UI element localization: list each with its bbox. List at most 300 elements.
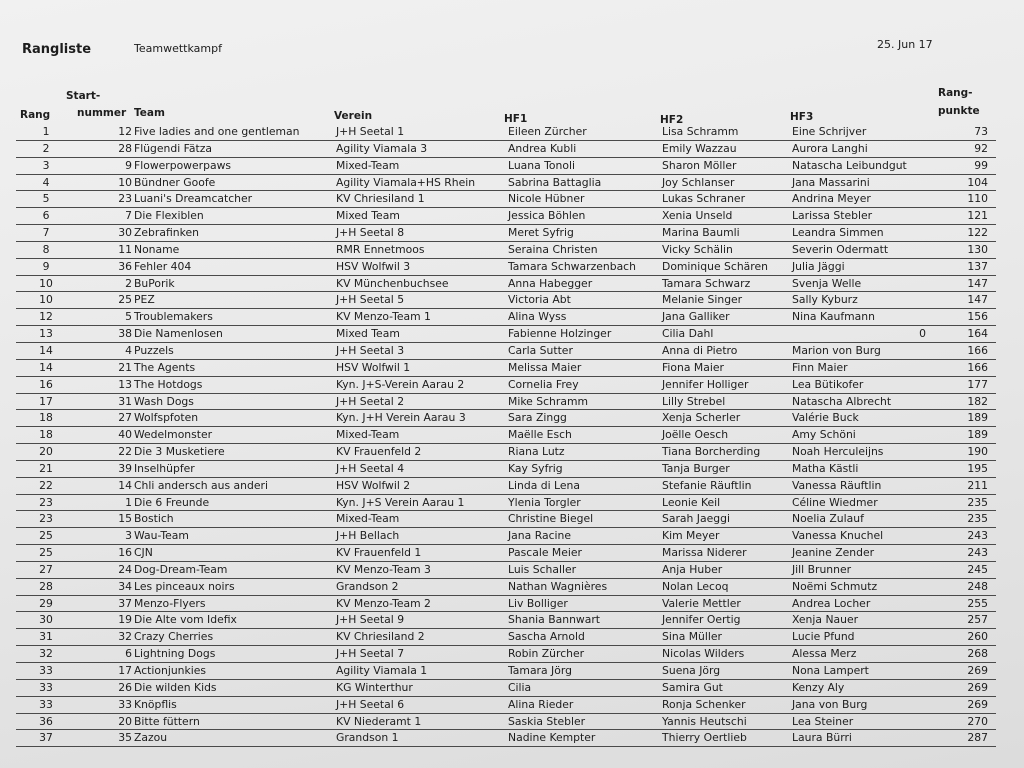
cell-verein: KV Frauenfeld 1 bbox=[336, 546, 422, 560]
cell-verein: Mixed Team bbox=[336, 327, 400, 341]
cell-hf3: Valérie Buck bbox=[792, 411, 859, 425]
cell-hf1: Jana Racine bbox=[508, 529, 571, 543]
cell-rang: 20 bbox=[39, 445, 53, 459]
cell-team: The Hotdogs bbox=[134, 377, 203, 391]
cell-hf1: Eileen Zürcher bbox=[508, 125, 587, 138]
cell-team: Luani's Dreamcatcher bbox=[134, 192, 253, 206]
cell-startnummer: 15 bbox=[118, 512, 132, 526]
cell-verein: Mixed Team bbox=[336, 209, 400, 223]
cell-rangpunkte: 189 bbox=[967, 428, 988, 442]
cell-hf2: Nicolas Wilders bbox=[662, 647, 745, 661]
cell-rang: 8 bbox=[42, 242, 50, 256]
cell-hf1: Alina Wyss bbox=[508, 310, 567, 324]
cell-hf3: Noelia Zulauf bbox=[792, 512, 864, 526]
cell-verein: Agility Viamala 3 bbox=[336, 141, 428, 155]
table-row bbox=[16, 225, 996, 242]
table-row bbox=[16, 360, 996, 377]
cell-hf2: Valerie Mettler bbox=[662, 596, 741, 610]
table-row bbox=[16, 495, 996, 512]
cell-hf1: Sascha Arnold bbox=[508, 630, 585, 644]
cell-team: BuPorik bbox=[134, 276, 175, 290]
cell-verein: J+H Seetal 9 bbox=[336, 613, 405, 627]
cell-rang: 1 bbox=[42, 125, 50, 138]
table-row bbox=[16, 461, 996, 478]
cell-hf1: Pascale Meier bbox=[508, 546, 582, 560]
cell-rang: 4 bbox=[42, 175, 50, 189]
col-header-start-line2: nummer bbox=[77, 107, 127, 119]
cell-hf1: Mike Schramm bbox=[508, 394, 588, 408]
cell-startnummer: 7 bbox=[125, 209, 132, 223]
cell-verein: KV Chriesiland 2 bbox=[336, 630, 425, 644]
cell-hf1: Saskia Stebler bbox=[508, 714, 586, 728]
cell-team: Wedelmonster bbox=[134, 428, 213, 442]
cell-rangpunkte: 268 bbox=[967, 647, 988, 661]
cell-team: Bitte füttern bbox=[134, 714, 200, 728]
table-row bbox=[16, 394, 996, 411]
cell-rangpunkte: 147 bbox=[967, 293, 988, 307]
cell-rang: 23 bbox=[39, 495, 53, 509]
cell-hf2: Marina Baumli bbox=[662, 226, 740, 240]
cell-rangpunkte: 177 bbox=[967, 377, 988, 391]
cell-startnummer: 32 bbox=[118, 630, 132, 644]
table-row bbox=[16, 646, 996, 663]
cell-rangpunkte: 243 bbox=[967, 529, 988, 543]
cell-startnummer: 10 bbox=[118, 175, 132, 189]
cell-hf2: Samira Gut bbox=[662, 680, 723, 694]
col-header-hf1: HF1 bbox=[504, 113, 528, 125]
table-row bbox=[16, 377, 996, 394]
cell-rangpunkte: 122 bbox=[967, 226, 988, 240]
cell-rangpunkte: 245 bbox=[967, 562, 988, 576]
cell-hf3: Alessa Merz bbox=[792, 647, 857, 661]
cell-hf3: Jill Brunner bbox=[792, 562, 852, 576]
cell-verein: Kyn. J+S-Verein Aarau 2 bbox=[336, 377, 465, 391]
cell-hf1: Alina Rieder bbox=[508, 697, 574, 711]
cell-hf3: Lucie Pfund bbox=[792, 630, 855, 644]
cell-team: Puzzels bbox=[134, 343, 174, 357]
cell-rangpunkte: 260 bbox=[967, 630, 988, 644]
table-row bbox=[16, 663, 996, 680]
cell-rang: 30 bbox=[39, 613, 53, 627]
cell-verein: J+H Seetal 5 bbox=[336, 293, 405, 307]
cell-hf3: Laura Bürri bbox=[792, 731, 852, 745]
cell-rangpunkte: 110 bbox=[967, 192, 988, 206]
col-header-verein: Verein bbox=[334, 110, 373, 122]
cell-hf3: Nona Lampert bbox=[792, 664, 869, 677]
cell-hf3: Nina Kaufmann bbox=[792, 310, 875, 324]
cell-team: Bostich bbox=[134, 512, 174, 526]
cell-hf1: Ylenia Torgler bbox=[508, 495, 581, 509]
ranking-table bbox=[16, 124, 996, 747]
cell-verein: KV Menzo-Team 1 bbox=[336, 310, 431, 324]
cell-verein: J+H Seetal 2 bbox=[336, 394, 405, 408]
cell-hf1: Jessica Böhlen bbox=[508, 209, 586, 223]
table-row bbox=[16, 276, 996, 293]
cell-rang: 7 bbox=[42, 226, 50, 240]
cell-hf3: Marion von Burg bbox=[792, 343, 881, 357]
cell-startnummer: 23 bbox=[118, 192, 132, 206]
cell-hf2: Jana Galliker bbox=[662, 310, 730, 324]
table-row bbox=[16, 242, 996, 259]
cell-hf2: Sina Müller bbox=[662, 630, 722, 644]
cell-hf2: Fiona Maier bbox=[662, 360, 724, 374]
cell-rangpunkte: 189 bbox=[967, 411, 988, 425]
cell-hf1: Sara Zingg bbox=[508, 411, 567, 425]
cell-hf1: Nathan Wagnières bbox=[508, 579, 608, 593]
table-row bbox=[16, 596, 996, 613]
cell-hf1: Victoria Abt bbox=[508, 293, 571, 307]
cell-hf3: Lea Steiner bbox=[792, 714, 854, 728]
cell-hf2: Jennifer Oertig bbox=[662, 613, 741, 627]
cell-hf1: Fabienne Holzinger bbox=[508, 327, 612, 341]
cell-team: The Agents bbox=[134, 360, 196, 374]
cell-hf2: Lilly Strebel bbox=[662, 394, 726, 408]
cell-rang: 23 bbox=[39, 512, 53, 526]
cell-rang: 22 bbox=[39, 478, 53, 492]
cell-startnummer: 34 bbox=[118, 579, 132, 593]
cell-hf1: Cilia bbox=[508, 680, 532, 694]
cell-hf1: Luana Tonoli bbox=[508, 158, 575, 172]
cell-hf2: Yannis Heutschi bbox=[662, 714, 747, 728]
cell-rangpunkte: 121 bbox=[967, 209, 988, 223]
cell-hf3: Leandra Simmen bbox=[792, 226, 884, 240]
table-row bbox=[16, 579, 996, 596]
cell-hf3: Andrea Locher bbox=[792, 596, 871, 610]
cell-verein: J+H Seetal 6 bbox=[336, 697, 405, 711]
cell-rangpunkte: 147 bbox=[967, 276, 988, 290]
cell-startnummer: 14 bbox=[118, 478, 132, 492]
cell-team: Die 6 Freunde bbox=[134, 495, 210, 509]
cell-startnummer: 6 bbox=[125, 647, 132, 661]
cell-hf2: Marissa Niderer bbox=[662, 546, 747, 560]
cell-hf3: Sally Kyburz bbox=[792, 293, 858, 307]
cell-team: Wolfspfoten bbox=[134, 411, 199, 425]
page-subtitle: Teamwettkampf bbox=[134, 42, 222, 55]
cell-startnummer: 33 bbox=[118, 697, 132, 711]
col-header-rangpunkte-line1: Rang- bbox=[938, 87, 973, 99]
cell-rangpunkte: 195 bbox=[967, 461, 988, 475]
cell-rangpunkte: 257 bbox=[967, 613, 988, 627]
cell-rang: 14 bbox=[39, 360, 53, 374]
table-row bbox=[16, 545, 996, 562]
cell-team: Flowerpowerpaws bbox=[134, 158, 232, 172]
cell-startnummer: 5 bbox=[125, 310, 132, 324]
cell-rang: 13 bbox=[39, 327, 53, 341]
cell-team: Inselhüpfer bbox=[134, 461, 195, 475]
cell-hf1: Riana Lutz bbox=[508, 445, 565, 459]
cell-hf3: Jana Massarini bbox=[792, 175, 870, 189]
cell-hf3: Eine Schrijver bbox=[792, 125, 867, 138]
cell-verein: KV Chriesiland 1 bbox=[336, 192, 425, 206]
cell-rangpunkte: 99 bbox=[974, 158, 988, 172]
table-row bbox=[16, 427, 996, 444]
cell-hf1: Cornelia Frey bbox=[508, 377, 579, 391]
cell-startnummer: 37 bbox=[118, 596, 132, 610]
cell-hf3: Matha Kästli bbox=[792, 461, 859, 475]
cell-hf1: Liv Bolliger bbox=[508, 596, 568, 610]
cell-team: Crazy Cherries bbox=[134, 630, 214, 644]
cell-team: Knöpflis bbox=[134, 697, 177, 711]
cell-team: Troublemakers bbox=[134, 310, 213, 324]
cell-hf2: Tamara Schwarz bbox=[662, 276, 751, 290]
cell-hf1: Nicole Hübner bbox=[508, 192, 585, 206]
cell-startnummer: 9 bbox=[125, 158, 132, 172]
cell-startnummer: 28 bbox=[118, 141, 132, 155]
cell-startnummer: 40 bbox=[118, 428, 132, 442]
cell-verein: Mixed-Team bbox=[336, 428, 400, 442]
col-header-hf2: HF2 bbox=[660, 114, 684, 126]
cell-hf3: Svenja Welle bbox=[792, 276, 862, 290]
cell-hf3: Noah Herculeijns bbox=[792, 445, 884, 459]
col-header-team: Team bbox=[134, 107, 165, 119]
cell-rang: 18 bbox=[39, 428, 53, 442]
table-row bbox=[16, 511, 996, 528]
cell-hf3: Céline Wiedmer bbox=[792, 495, 878, 509]
cell-hf3: Vanessa Räuftlin bbox=[792, 478, 882, 492]
cell-rangpunkte: 211 bbox=[967, 478, 988, 492]
cell-team: Die wilden Kids bbox=[134, 680, 217, 694]
cell-team: Five ladies and one gentleman bbox=[134, 125, 300, 138]
cell-startnummer: 30 bbox=[118, 226, 132, 240]
table-row bbox=[16, 326, 996, 343]
cell-hf2: Kim Meyer bbox=[662, 529, 720, 543]
cell-hf3: Kenzy Aly bbox=[792, 680, 845, 694]
cell-hf3: Finn Maier bbox=[792, 360, 848, 374]
cell-rang: 31 bbox=[39, 630, 53, 644]
cell-startnummer: 2 bbox=[125, 276, 132, 290]
cell-verein: Agility Viamala 1 bbox=[336, 664, 428, 677]
cell-rangpunkte: 255 bbox=[967, 596, 988, 610]
cell-team: Die Namenlosen bbox=[134, 327, 223, 341]
cell-verein: Kyn. J+S Verein Aarau 1 bbox=[336, 495, 465, 509]
cell-hf3: Jeanine Zender bbox=[792, 546, 875, 560]
cell-verein: KV Frauenfeld 2 bbox=[336, 445, 422, 459]
cell-rang: 25 bbox=[39, 529, 53, 543]
cell-hf2: Vicky Schälin bbox=[662, 242, 733, 256]
cell-hf3: Aurora Langhi bbox=[792, 141, 868, 155]
cell-verein: KV Münchenbuchsee bbox=[336, 276, 449, 290]
cell-hf1: Seraina Christen bbox=[508, 242, 598, 256]
table-row bbox=[16, 208, 996, 225]
cell-startnummer: 16 bbox=[118, 546, 132, 560]
table-row bbox=[16, 680, 996, 697]
cell-team: CJN bbox=[134, 546, 153, 560]
cell-rang: 14 bbox=[39, 343, 53, 357]
table-row bbox=[16, 141, 996, 158]
cell-startnummer: 24 bbox=[118, 562, 132, 576]
cell-hf1: Shania Bannwart bbox=[508, 613, 601, 627]
cell-hf1: Carla Sutter bbox=[508, 343, 573, 357]
table-row bbox=[16, 191, 996, 208]
cell-hf2: Tiana Borcherding bbox=[662, 445, 761, 459]
cell-hf1: Kay Syfrig bbox=[508, 461, 563, 475]
col-header-rangpunkte-line2: punkte bbox=[938, 105, 980, 117]
cell-hf3: Larissa Stebler bbox=[792, 209, 873, 223]
cell-verein: J+H Seetal 8 bbox=[336, 226, 405, 240]
cell-verein: Kyn. J+H Verein Aarau 3 bbox=[336, 411, 466, 425]
cell-verein: HSV Wolfwil 2 bbox=[336, 478, 411, 492]
table-row bbox=[16, 528, 996, 545]
cell-verein: KV Menzo-Team 3 bbox=[336, 562, 431, 576]
cell-startnummer: 20 bbox=[118, 714, 132, 728]
cell-team: Menzo-Flyers bbox=[134, 596, 206, 610]
cell-rang: 33 bbox=[39, 680, 53, 694]
cell-rangpunkte: 243 bbox=[967, 546, 988, 560]
cell-team: Zazou bbox=[134, 731, 168, 745]
table-row bbox=[16, 259, 996, 276]
table-row bbox=[16, 714, 996, 731]
cell-hf1: Meret Syfrig bbox=[508, 226, 574, 240]
cell-rangpunkte: 92 bbox=[974, 141, 988, 155]
cell-rang: 32 bbox=[39, 647, 53, 661]
cell-rangpunkte: 269 bbox=[967, 680, 988, 694]
cell-rangpunkte: 269 bbox=[967, 664, 988, 677]
cell-rangpunkte: 166 bbox=[967, 343, 988, 357]
cell-rang: 18 bbox=[39, 411, 53, 425]
cell-rang: 10 bbox=[39, 276, 53, 290]
cell-hf2: Sharon Möller bbox=[662, 158, 737, 172]
cell-startnummer: 27 bbox=[118, 411, 132, 425]
cell-hf1: Tamara Schwarzenbach bbox=[508, 259, 636, 273]
table-row bbox=[16, 410, 996, 427]
cell-extra: 0 bbox=[919, 327, 926, 341]
cell-rang: 5 bbox=[42, 192, 50, 206]
cell-rang: 29 bbox=[39, 596, 53, 610]
cell-hf3: Jana von Burg bbox=[792, 697, 868, 711]
cell-hf1: Christine Biegel bbox=[508, 512, 594, 526]
cell-hf2: Jennifer Holliger bbox=[662, 377, 749, 391]
cell-team: Chli andersch aus anderi bbox=[134, 478, 268, 492]
page-date: 25. Jun 17 bbox=[877, 38, 933, 51]
cell-rang: 25 bbox=[39, 546, 53, 560]
cell-rangpunkte: 166 bbox=[967, 360, 988, 374]
cell-startnummer: 26 bbox=[118, 680, 132, 694]
cell-rangpunkte: 235 bbox=[967, 495, 988, 509]
cell-verein: HSV Wolfwil 3 bbox=[336, 259, 411, 273]
table-row bbox=[16, 292, 996, 309]
table-row bbox=[16, 158, 996, 175]
cell-rangpunkte: 164 bbox=[967, 327, 988, 341]
cell-startnummer: 11 bbox=[118, 242, 132, 256]
cell-team: Die Alte vom Idefix bbox=[134, 613, 237, 627]
cell-verein: J+H Seetal 1 bbox=[336, 125, 405, 138]
cell-verein: KV Menzo-Team 2 bbox=[336, 596, 431, 610]
cell-hf1: Andrea Kubli bbox=[508, 141, 577, 155]
cell-rang: 16 bbox=[39, 377, 53, 391]
cell-hf3: Andrina Meyer bbox=[792, 192, 871, 206]
cell-startnummer: 38 bbox=[118, 327, 132, 341]
table-row bbox=[16, 124, 996, 141]
cell-hf2: Stefanie Räuftlin bbox=[662, 478, 752, 492]
cell-hf2: Sarah Jaeggi bbox=[662, 512, 730, 526]
cell-verein: Grandson 2 bbox=[336, 579, 399, 593]
cell-rang: 37 bbox=[39, 731, 53, 745]
cell-hf2: Xenja Scherler bbox=[662, 411, 741, 425]
cell-hf2: Dominique Schären bbox=[662, 259, 768, 273]
cell-rang: 33 bbox=[39, 664, 53, 677]
cell-rangpunkte: 269 bbox=[967, 697, 988, 711]
cell-startnummer: 36 bbox=[118, 259, 132, 273]
cell-hf3: Amy Schöni bbox=[792, 428, 856, 442]
cell-rangpunkte: 190 bbox=[967, 445, 988, 459]
cell-verein: Agility Viamala+HS Rhein bbox=[336, 175, 476, 189]
col-header-hf3: HF3 bbox=[790, 111, 814, 123]
cell-hf1: Nadine Kempter bbox=[508, 731, 596, 745]
cell-team: Die Flexiblen bbox=[134, 209, 204, 223]
table-row bbox=[16, 175, 996, 192]
cell-rang: 12 bbox=[39, 310, 53, 324]
cell-startnummer: 13 bbox=[118, 377, 132, 391]
cell-verein: HSV Wolfwil 1 bbox=[336, 360, 411, 374]
cell-startnummer: 21 bbox=[118, 360, 132, 374]
cell-startnummer: 17 bbox=[118, 664, 132, 677]
cell-startnummer: 19 bbox=[118, 613, 132, 627]
cell-hf2: Leonie Keil bbox=[662, 495, 721, 509]
cell-hf1: Linda di Lena bbox=[508, 478, 580, 492]
cell-rangpunkte: 182 bbox=[967, 394, 988, 408]
cell-team: Les pinceaux noirs bbox=[134, 579, 235, 593]
cell-hf1: Luis Schaller bbox=[508, 562, 577, 576]
cell-startnummer: 3 bbox=[125, 529, 132, 543]
cell-hf2: Cilia Dahl bbox=[662, 327, 714, 341]
cell-startnummer: 22 bbox=[118, 445, 132, 459]
table-row bbox=[16, 309, 996, 326]
cell-rangpunkte: 104 bbox=[967, 175, 988, 189]
col-header-rang: Rang bbox=[20, 109, 51, 121]
cell-rangpunkte: 130 bbox=[967, 242, 988, 256]
cell-team: Dog-Dream-Team bbox=[134, 562, 228, 576]
cell-verein: J+H Seetal 4 bbox=[336, 461, 405, 475]
table-row bbox=[16, 343, 996, 360]
cell-team: Actionjunkies bbox=[134, 664, 207, 677]
cell-hf1: Maëlle Esch bbox=[508, 428, 572, 442]
cell-rang: 21 bbox=[39, 461, 53, 475]
cell-verein: RMR Ennetmoos bbox=[336, 242, 425, 256]
cell-verein: KG Winterthur bbox=[336, 680, 413, 694]
cell-hf2: Melanie Singer bbox=[662, 293, 743, 307]
table-row bbox=[16, 697, 996, 714]
cell-rang: 2 bbox=[42, 141, 50, 155]
cell-rang: 36 bbox=[39, 714, 53, 728]
cell-rangpunkte: 156 bbox=[967, 310, 988, 324]
cell-rang: 3 bbox=[42, 158, 50, 172]
cell-hf1: Anna Habegger bbox=[508, 276, 593, 290]
col-header-start-line1: Start- bbox=[66, 90, 101, 102]
cell-rangpunkte: 270 bbox=[967, 714, 988, 728]
page-title: Rangliste bbox=[22, 42, 92, 57]
table-row bbox=[16, 562, 996, 579]
cell-hf1: Melissa Maier bbox=[508, 360, 582, 374]
cell-team: Bündner Goofe bbox=[134, 175, 216, 189]
cell-hf2: Nolan Lecoq bbox=[662, 579, 729, 593]
cell-rangpunkte: 287 bbox=[967, 731, 988, 745]
cell-startnummer: 1 bbox=[125, 495, 132, 509]
cell-rang: 10 bbox=[39, 293, 53, 307]
cell-rangpunkte: 235 bbox=[967, 512, 988, 526]
cell-rang: 17 bbox=[39, 394, 53, 408]
cell-hf2: Ronja Schenker bbox=[662, 697, 746, 711]
cell-rang: 9 bbox=[42, 259, 50, 273]
cell-hf2: Suena Jörg bbox=[662, 664, 721, 677]
table-row bbox=[16, 629, 996, 646]
cell-team: Die 3 Musketiere bbox=[134, 445, 225, 459]
cell-hf3: Xenja Nauer bbox=[792, 613, 859, 627]
cell-startnummer: 4 bbox=[125, 343, 132, 357]
cell-startnummer: 39 bbox=[118, 461, 132, 475]
cell-hf2: Joëlle Oesch bbox=[662, 428, 729, 442]
cell-hf3: Julia Jäggi bbox=[792, 259, 845, 273]
cell-rangpunkte: 248 bbox=[967, 579, 988, 593]
